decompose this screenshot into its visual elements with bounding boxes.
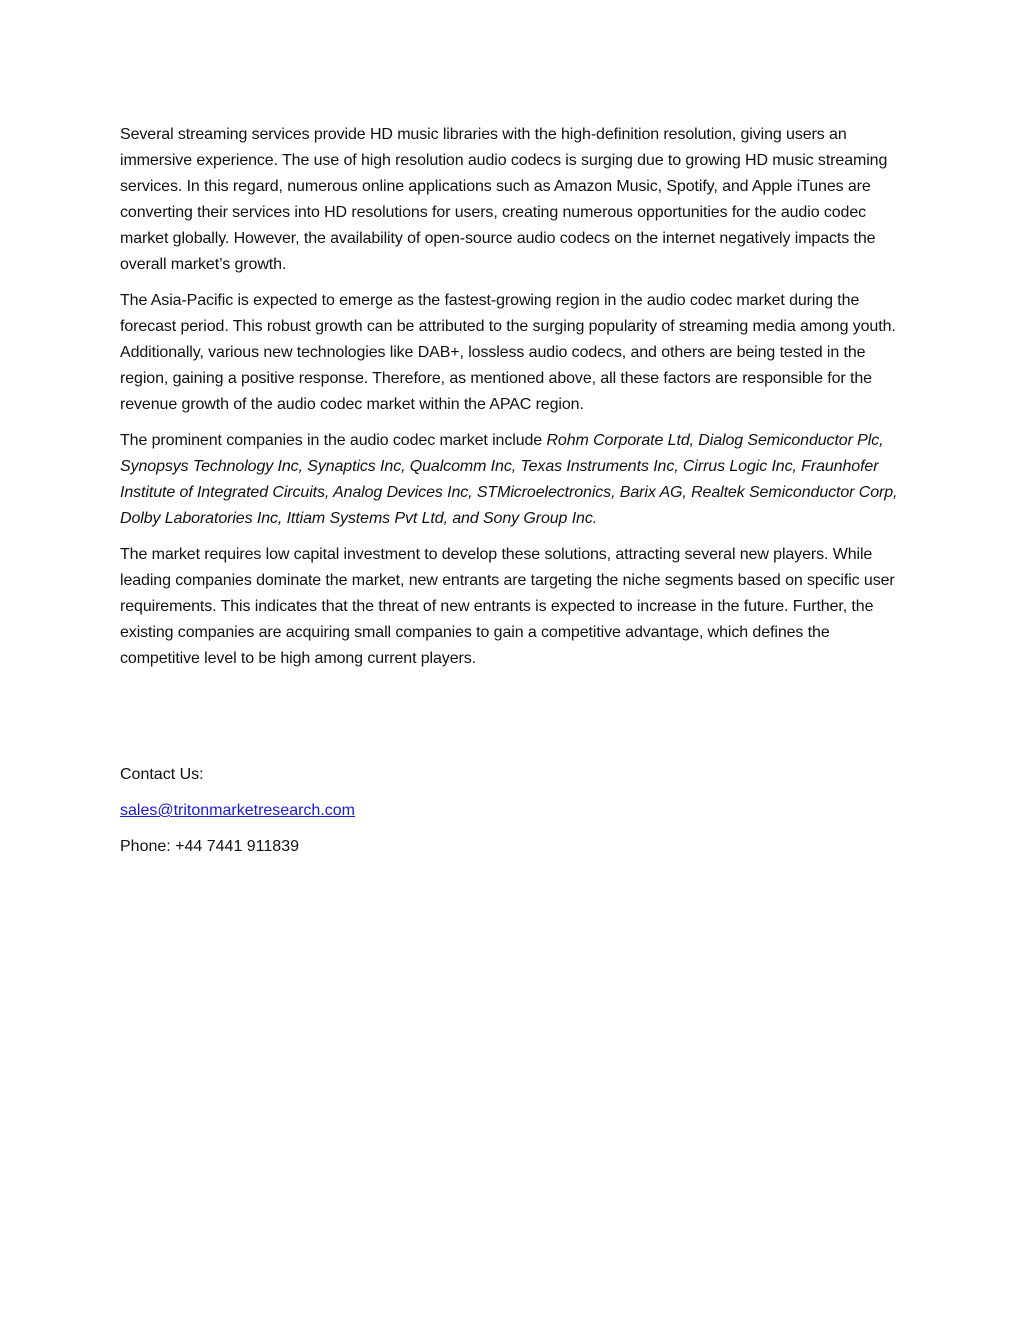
- paragraph-market: The market requires low capital investment to develop these solutions, attracting several new players. While leading companies dominate the market, new entrants are targeting the niche segments based on specific user requirements. This indicates that the threat of new entrants is expected to increase in the future. Further, the existing companies are acquiring small companies to gain a competitive advantage, which defines the competitive level to be high among current players.: [120, 546, 895, 667]
- spacer: [120, 682, 910, 762]
- paragraph-asia-pacific: The Asia-Pacific is expected to emerge as the fastest-growing region in the audio codec market during the forecast period. This robust growth can be attributed to the surging popularity of streaming media among youth. Additionally, various new technologies like DAB+, lossless audio codecs, and others are being tested in the region, gaining a positive response. Therefore, as mentioned above, all these factors are responsible for the revenue growth of the audio codec market within the APAC region.: [120, 292, 896, 413]
- contact-phone: Phone: +44 7441 911839: [120, 838, 299, 855]
- email-link[interactable]: sales@tritonmarketresearch.com: [120, 802, 355, 819]
- companies-intro: The prominent companies in the audio codec market include: [120, 432, 547, 449]
- contact-email-line: [120, 798, 910, 824]
- contact-heading: Contact Us:: [120, 766, 204, 783]
- paragraph-companies: [120, 428, 910, 532]
- paragraph-streaming: Several streaming services provide HD music libraries with the high-definition resolution, giving users an immersive experience. The use of high resolution audio codecs is surging due to growing HD music streaming services. In this regard, numerous online applications such as Amazon Music, Spotify, and Apple iTunes are converting their services into HD resolutions for users, creating numerous opportunities for the audio codec market globally. However, the availability of open-source audio codecs on the internet negatively impacts the overall market’s growth.: [120, 126, 888, 273]
- document-body: [120, 122, 910, 870]
- companies-list: Rohm Corporate Ltd, Dialog Semiconductor Plc, Synopsys Technology Inc, Synaptics Inc, Qualcomm Inc, Texas Instruments Inc, Cirrus Logic Inc, Fraunhofer Institute of Integrated Circuits, Analog Devices Inc, STMicroelectronics, Barix AG, Realtek Semiconductor Corp, Dolby Laboratories Inc, Ittiam Systems Pvt Ltd, and Sony Group Inc.: [120, 432, 898, 527]
